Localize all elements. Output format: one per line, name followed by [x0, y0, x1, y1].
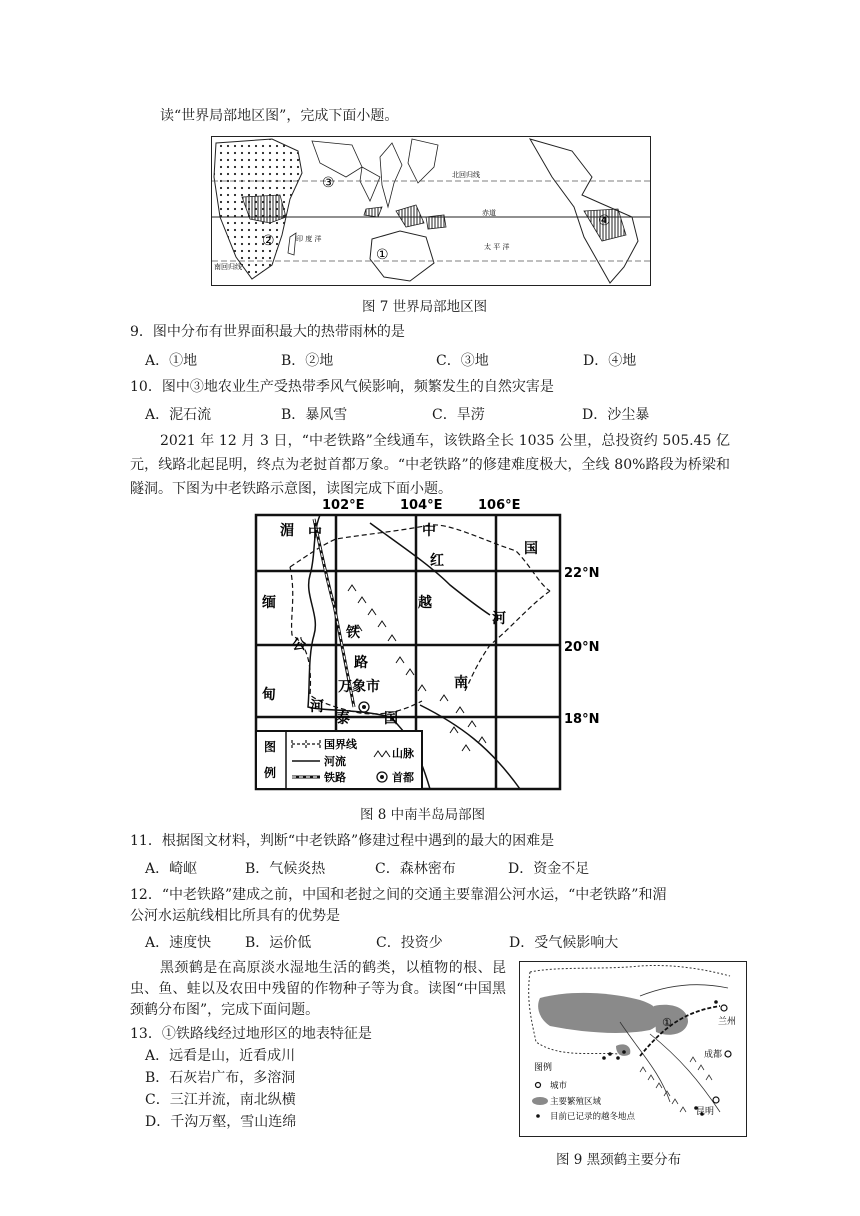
lon-label-102: 102°E: [322, 498, 365, 513]
label-tai: 泰: [336, 711, 350, 727]
breeding-area: [538, 993, 661, 1033]
q12-stem-line1: 12．“中老铁路”建成之前，中国和老挝之间的交通主要靠湄公河水运，“中老铁路”和湄: [130, 887, 667, 903]
fig8-caption: 图 8 中南半岛局部图: [360, 807, 486, 823]
q10-option-b: B．暴风雪: [281, 407, 348, 423]
q12-option-d: D．受气候影响大: [509, 935, 619, 951]
world-map-svg: [212, 137, 650, 285]
label-he-right: 河: [492, 611, 506, 627]
city-chengdu-icon: [725, 1051, 731, 1057]
q13-option-a: A．远看是山，近看成川: [145, 1048, 296, 1064]
q11-stem: 11．根据图文材料，判断“中老铁路”修建过程中遇到的最大的困难是: [130, 833, 555, 849]
crane-map-svg: [520, 962, 746, 1136]
label-zhong-left: 中: [308, 525, 322, 541]
lat-label-20: 20°N: [564, 640, 600, 655]
q11-option-a: A．崎岖: [145, 861, 198, 877]
marker-4: ④: [598, 213, 611, 229]
q10-stem: 10．图中③地农业生产受热带季风气候影响，频繁发生的自然灾害是: [130, 379, 554, 395]
fig9-legend: [532, 1061, 636, 1122]
tropic-north-label: 北回归线: [452, 171, 480, 179]
passage-crane: 黑颈鹤是在高原淡水湿地生活的鹤类，以植物的根、昆虫、鱼、蛙以及农田中残留的作物种子等为食。读图“中国黑颈鹤分布图”，完成下面问题。: [130, 960, 506, 1018]
city-kunming-icon: [713, 1097, 719, 1103]
marker-3: ③: [322, 175, 335, 191]
q12-stem-line2: 公河水运航线相比所具有的优势是: [130, 908, 340, 924]
q10-option-a: A．泥石流: [145, 407, 212, 423]
city-kunming-label: 昆明: [696, 1107, 715, 1117]
label-zhong-center: 中: [422, 523, 436, 539]
lon-label-104: 104°E: [400, 498, 443, 513]
q9-option-d: D．④地: [583, 353, 637, 369]
world-map-figure: [211, 136, 651, 286]
fig9-marker-1: ①: [662, 1016, 672, 1029]
legend-mountain-label: 山脉: [392, 747, 414, 760]
fig8-legend: [256, 731, 422, 789]
label-hong: 红: [430, 553, 444, 569]
legend-capital-label: 首都: [392, 771, 414, 784]
lon-label-106: 106°E: [478, 498, 521, 513]
marker-1: ①: [376, 247, 389, 263]
indochina-map-figure: [250, 495, 610, 793]
legend-title-2: 例: [264, 766, 277, 780]
q10-option-d: D．沙尘暴: [582, 407, 650, 423]
fig7-caption: 图 7 世界局部地区图: [362, 299, 488, 315]
city-lanzhou-icon: [721, 1005, 727, 1011]
q9-options: [145, 350, 636, 370]
label-mei: 湄: [280, 523, 294, 539]
q13-option-d: D．千沟万壑，雪山连绵: [145, 1114, 297, 1130]
pacific-ocean-label: 太 平 洋: [484, 243, 510, 251]
label-gong: 公: [292, 637, 306, 653]
crane-map-figure: [519, 961, 747, 1137]
fig9-legend-breeding: 主要繁殖区域: [550, 1097, 602, 1107]
indochina-map-svg: [250, 495, 610, 793]
label-mian: 缅: [262, 595, 276, 611]
q12-option-b: B．运价低: [245, 935, 312, 951]
q11-option-b: B．气候炎热: [245, 861, 326, 877]
fig9-legend-city: 城市: [550, 1081, 568, 1091]
intro-text: 读“世界局部地区图”，完成下面小题。: [160, 108, 399, 124]
label-tie: 铁: [346, 625, 360, 641]
q12-option-c: C．投资少: [376, 935, 443, 951]
legend-border-label: 国界线: [324, 738, 357, 751]
label-yue: 越: [418, 595, 432, 611]
legend-railway-label: 铁路: [324, 771, 346, 784]
q10-option-c: C．旱涝: [432, 407, 485, 423]
label-he-left: 河: [310, 699, 324, 715]
q13-option-b: B．石灰岩广布，多溶洞: [145, 1070, 296, 1086]
lat-label-22: 22°N: [564, 566, 600, 581]
passage-railway: 2021 年 12 月 3 日，“中老铁路”全线通车，该铁路全长 1035 公里，总投资约 505.45 亿元，线路北起昆明，终点为老挝首都万象。“中老铁路”的修建难度极大，全线 80%路段为桥梁和隧洞。下图为中老铁路示意图，读图完成下面小题。: [130, 433, 730, 497]
q10-options: [145, 404, 649, 424]
city-chengdu-label: 成都: [704, 1050, 723, 1060]
indian-ocean-label: 印 度 洋: [296, 235, 322, 243]
label-wanxiang: 万象市: [338, 679, 380, 695]
label-dian: 甸: [262, 687, 276, 703]
label-nan: 南: [454, 675, 468, 691]
q13-stem: 13．①铁路线经过地形区的地表特征是: [130, 1026, 372, 1042]
legend-river-label: 河流: [324, 755, 346, 768]
tropic-south-label: 南回归线: [214, 263, 242, 271]
fig9-legend-wintering: 目前已记录的越冬地点: [550, 1112, 636, 1122]
fig9-caption: 图 9 黑颈鹤主要分布: [556, 1152, 682, 1168]
q9-option-a: A．①地: [145, 353, 198, 369]
label-guo-bottom: 国: [384, 711, 398, 727]
q11-option-c: C．森林密布: [375, 861, 456, 877]
city-lanzhou-label: 兰州: [718, 1017, 737, 1027]
q9-option-b: B．②地: [281, 353, 334, 369]
q9-option-c: C．③地: [436, 353, 489, 369]
marker-2: ②: [262, 233, 275, 249]
label-guo: 国: [524, 541, 538, 557]
q9-stem: 9．图中分布有世界面积最大的热带雨林的是: [130, 324, 405, 340]
label-lu: 路: [354, 655, 368, 671]
equator-label: 赤道: [482, 209, 496, 217]
q11-options: [145, 858, 589, 878]
q13-option-c: C．三江并流，南北纵横: [145, 1092, 296, 1108]
q11-option-d: D．资金不足: [508, 861, 590, 877]
legend-title-1: 图: [264, 740, 277, 754]
q12-option-a: A．速度快: [145, 935, 212, 951]
fig9-legend-title: 图例: [534, 1063, 553, 1073]
q12-options: [145, 932, 618, 952]
lat-label-18: 18°N: [564, 712, 600, 727]
